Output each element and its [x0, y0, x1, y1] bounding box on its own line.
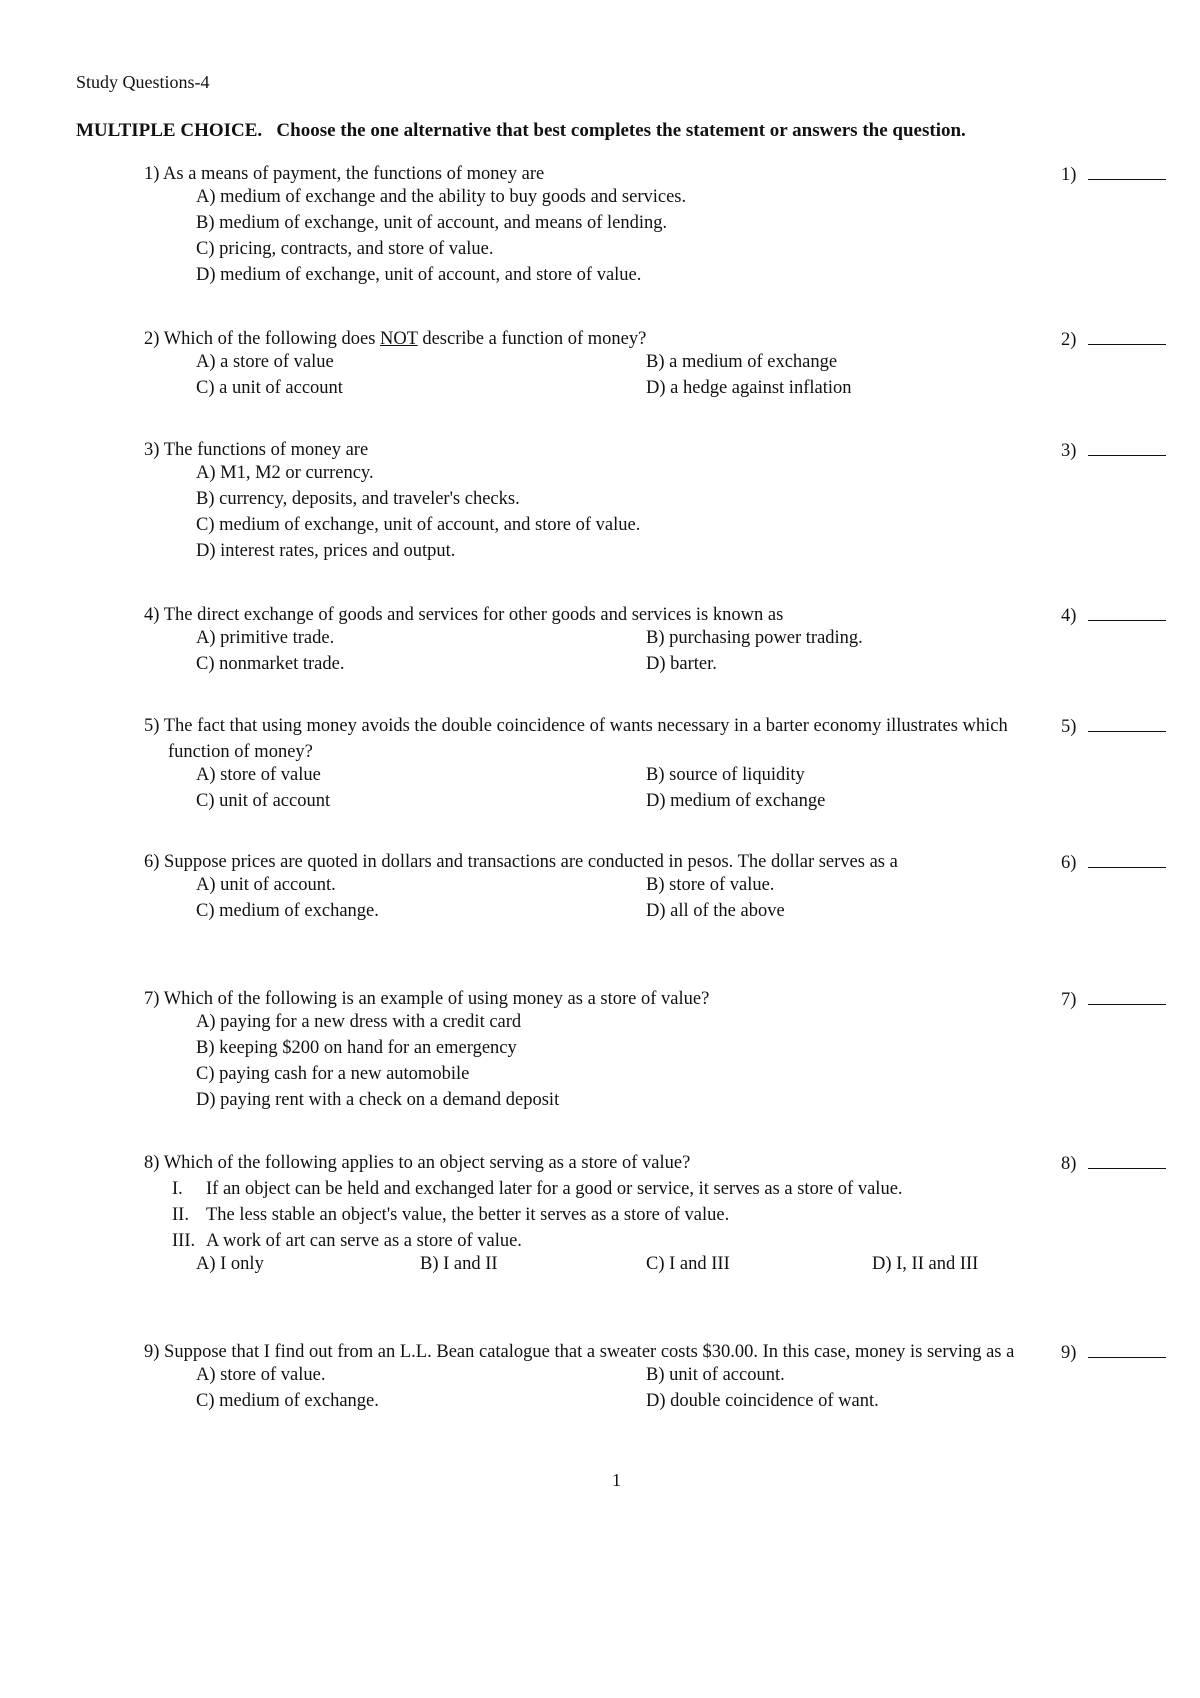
statement-3: III. A work of art can serve as a store of value. [172, 1231, 522, 1251]
question-1 [144, 161, 1174, 291]
option-b: B) store of value. [646, 875, 775, 895]
option-b: B) currency, deposits, and traveler's checks. [196, 489, 520, 509]
option-c: C) nonmarket trade. [196, 654, 345, 674]
option-c: C) I and III [646, 1254, 730, 1274]
question-stem: Suppose that I find out from an L.L. Bean catalogue that a sweater costs $30.00. In this case, money is serving as a [164, 1342, 1015, 1362]
option-c: C) medium of exchange. [196, 901, 379, 921]
question-3 [144, 437, 1174, 567]
question-8 [144, 1150, 1174, 1280]
question-7 [144, 986, 1174, 1116]
answer-slot: 1) [1061, 161, 1166, 188]
option-b: B) medium of exchange, unit of account, and means of lending. [196, 213, 668, 233]
option-d: D) medium of exchange, unit of account, and store of value. [196, 265, 642, 285]
question-number: 9) [144, 1342, 160, 1362]
option-a: A) M1, M2 or currency. [196, 463, 374, 483]
option-a: A) primitive trade. [196, 628, 335, 648]
question-9 [144, 1339, 1174, 1417]
question-stem: The functions of money are [163, 440, 369, 460]
answer-blank[interactable] [1088, 713, 1166, 732]
question-5 [144, 713, 1174, 817]
option-b: B) I and II [420, 1254, 498, 1274]
option-d: D) all of the above [646, 901, 785, 921]
question-stem: The direct exchange of goods and services for other goods and services is known as [163, 605, 784, 625]
answer-blank[interactable] [1088, 1150, 1166, 1169]
answer-slot: 6) [1061, 849, 1166, 876]
option-d: D) medium of exchange [646, 791, 826, 811]
answer-slot: 5) [1061, 713, 1166, 740]
question-stem-emphasis: NOT [380, 329, 418, 349]
option-b: B) keeping $200 on hand for an emergency [196, 1038, 517, 1058]
option-d: D) interest rates, prices and output. [196, 541, 456, 561]
question-stem-start: Which of the following does [163, 329, 381, 349]
answer-slot: 8) [1061, 1150, 1166, 1177]
instructions-label: MULTIPLE CHOICE. [76, 120, 263, 141]
question-number: 4) [144, 605, 160, 625]
option-b: B) source of liquidity [646, 765, 805, 785]
option-a: A) I only [196, 1254, 264, 1274]
answer-blank[interactable] [1088, 602, 1166, 621]
question-number: 3) [144, 440, 160, 460]
question-number: 2) [144, 329, 160, 349]
answer-blank[interactable] [1088, 326, 1166, 345]
answer-blank[interactable] [1088, 1339, 1166, 1358]
option-a: A) a store of value [196, 352, 334, 372]
question-number: 7) [144, 989, 160, 1009]
question-4 [144, 602, 1174, 680]
question-stem: Suppose prices are quoted in dollars and transactions are conducted in pesos. The dollar serves as a [164, 852, 898, 872]
option-a: A) store of value. [196, 1365, 326, 1385]
question-number: 5) [144, 716, 160, 736]
option-a: A) unit of account. [196, 875, 336, 895]
section-instructions [76, 120, 966, 142]
statement-2: II. The less stable an object's value, the better it serves as a store of value. [172, 1205, 730, 1225]
option-a: A) medium of exchange and the ability to buy goods and services. [196, 187, 687, 207]
instructions-text: Choose the one alternative that best completes the statement or answers the question. [276, 120, 966, 141]
answer-slot: 9) [1061, 1339, 1166, 1366]
answer-slot: 4) [1061, 602, 1166, 629]
question-number: 6) [144, 852, 160, 872]
answer-blank[interactable] [1088, 849, 1166, 868]
statement-1: I. If an object can be held and exchanged later for a good or service, it serves as a store of value. [172, 1179, 903, 1199]
answer-slot: 2) [1061, 326, 1166, 353]
answer-slot: 7) [1061, 986, 1166, 1013]
option-c: C) pricing, contracts, and store of value. [196, 239, 494, 259]
option-c: C) unit of account [196, 791, 331, 811]
question-stem: As a means of payment, the functions of money are [163, 164, 545, 184]
option-d: D) double coincidence of want. [646, 1391, 879, 1411]
option-a: A) paying for a new dress with a credit card [196, 1012, 522, 1032]
question-2 [144, 326, 1174, 404]
question-stem: The fact that using money avoids the double coincidence of wants necessary in a barter economy illustrates which function of money? [163, 716, 1008, 762]
option-d: D) paying rent with a check on a demand deposit [196, 1090, 560, 1110]
answer-blank[interactable] [1088, 986, 1166, 1005]
option-c: C) paying cash for a new automobile [196, 1064, 470, 1084]
answer-blank[interactable] [1088, 437, 1166, 456]
option-b: B) a medium of exchange [646, 352, 838, 372]
question-6 [144, 849, 1174, 927]
question-stem: Which of the following applies to an object serving as a store of value? [163, 1153, 691, 1173]
question-number: 1) [144, 164, 160, 184]
option-b: B) purchasing power trading. [646, 628, 863, 648]
question-stem-end: describe a function of money? [417, 329, 647, 349]
option-a: A) store of value [196, 765, 321, 785]
option-d: D) a hedge against inflation [646, 378, 852, 398]
page-number: 1 [612, 1470, 621, 1490]
option-b: B) unit of account. [646, 1365, 785, 1385]
question-stem: Which of the following is an example of using money as a store of value? [163, 989, 710, 1009]
answer-slot: 3) [1061, 437, 1166, 464]
option-c: C) a unit of account [196, 378, 343, 398]
answer-blank[interactable] [1088, 161, 1166, 180]
option-d: D) barter. [646, 654, 717, 674]
question-number: 8) [144, 1153, 160, 1173]
document-title: Study Questions-4 [76, 72, 210, 92]
option-d: D) I, II and III [872, 1254, 979, 1274]
option-c: C) medium of exchange, unit of account, and store of value. [196, 515, 641, 535]
option-c: C) medium of exchange. [196, 1391, 379, 1411]
